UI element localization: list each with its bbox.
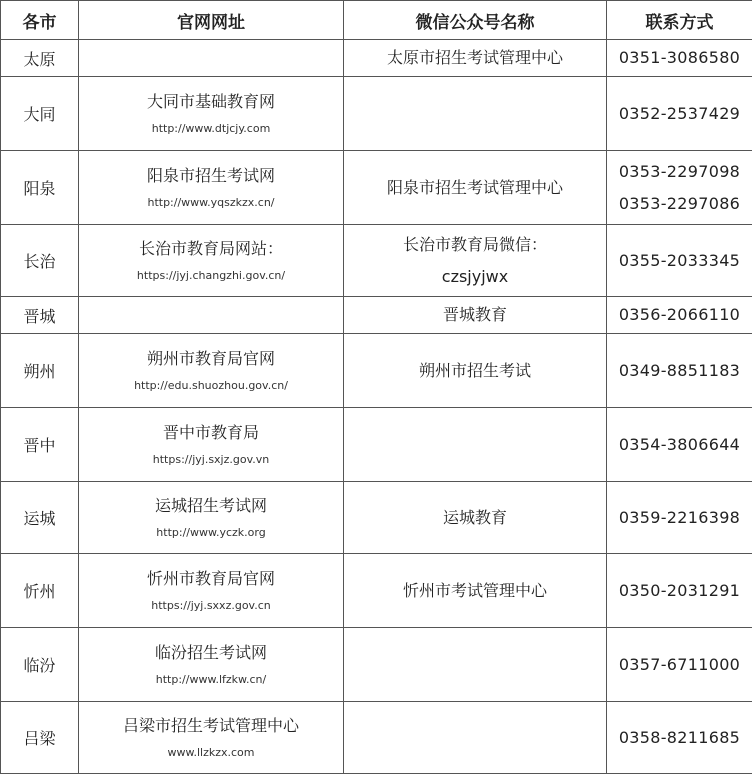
contact-cell xyxy=(607,77,752,151)
website-cell xyxy=(79,554,344,628)
contact-cell xyxy=(607,40,752,77)
header-website: 官网网址 xyxy=(79,1,344,40)
contact-cell xyxy=(607,628,752,702)
wechat-account-name: 长治市教育局微信： xyxy=(344,234,606,256)
website-url-link[interactable]: www.llzkzx.com xyxy=(79,745,343,761)
wechat-cell xyxy=(344,554,607,628)
wechat-cell xyxy=(344,702,607,774)
city-cell: 太原 xyxy=(1,40,79,77)
website-cell xyxy=(79,77,344,151)
wechat-account-name: 晋城教育 xyxy=(344,304,606,326)
wechat-cell xyxy=(344,151,607,225)
website-name: 阳泉市招生考试网 xyxy=(79,165,343,187)
website-cell xyxy=(79,482,344,554)
phone-number: 0353-2297086 xyxy=(607,193,752,215)
table-row xyxy=(1,702,752,774)
table-row xyxy=(1,40,752,77)
table-row xyxy=(1,554,752,628)
contact-cell xyxy=(607,225,752,297)
phone-number: 0352-2537429 xyxy=(607,103,752,125)
city-cell: 晋城 xyxy=(1,297,79,334)
phone-number: 0358-8211685 xyxy=(607,727,752,749)
phone-number: 0350-2031291 xyxy=(607,580,752,602)
website-cell xyxy=(79,297,344,334)
city-cell: 阳泉 xyxy=(1,151,79,225)
header-wechat: 微信公众号名称 xyxy=(344,1,607,40)
wechat-account-name: 阳泉市招生考试管理中心 xyxy=(344,177,606,199)
phone-number: 0353-2297098 xyxy=(607,161,752,183)
table-row xyxy=(1,77,752,151)
contact-cell xyxy=(607,151,752,225)
contact-cell xyxy=(607,297,752,334)
website-name: 晋中市教育局 xyxy=(79,422,343,444)
city-cell: 运城 xyxy=(1,482,79,554)
wechat-account-name: 朔州市招生考试 xyxy=(344,360,606,382)
contact-cell xyxy=(607,334,752,408)
wechat-cell xyxy=(344,408,607,482)
wechat-cell xyxy=(344,628,607,702)
website-url-link[interactable]: http://www.dtjcjy.com xyxy=(79,121,343,137)
contact-cell xyxy=(607,702,752,774)
table-row xyxy=(1,408,752,482)
website-url-link[interactable]: https://jyj.sxjz.gov.vn xyxy=(79,452,343,468)
wechat-cell xyxy=(344,77,607,151)
contact-cell xyxy=(607,554,752,628)
header-city: 各市 xyxy=(1,1,79,40)
website-cell xyxy=(79,628,344,702)
website-url-link[interactable]: http://www.lfzkw.cn/ xyxy=(79,672,343,688)
website-url-link[interactable]: http://www.yczk.org xyxy=(79,525,343,541)
contact-cell xyxy=(607,408,752,482)
table-row xyxy=(1,482,752,554)
wechat-cell xyxy=(344,297,607,334)
wechat-cell xyxy=(344,482,607,554)
website-name: 临汾招生考试网 xyxy=(79,642,343,664)
website-name: 忻州市教育局官网 xyxy=(79,568,343,590)
phone-number: 0354-3806644 xyxy=(607,434,752,456)
phone-number: 0357-6711000 xyxy=(607,654,752,676)
website-name: 长治市教育局网站： xyxy=(79,238,343,260)
website-url-link[interactable]: http://www.yqszkzx.cn/ xyxy=(79,195,343,211)
table-row xyxy=(1,628,752,702)
wechat-account-name: 运城教育 xyxy=(344,507,606,529)
website-cell xyxy=(79,225,344,297)
city-cell: 吕梁 xyxy=(1,702,79,774)
header-contact: 联系方式 xyxy=(607,1,752,40)
website-name: 朔州市教育局官网 xyxy=(79,348,343,370)
table-row xyxy=(1,334,752,408)
wechat-cell xyxy=(344,225,607,297)
city-cell: 长治 xyxy=(1,225,79,297)
table-row xyxy=(1,297,752,334)
website-url-link[interactable]: https://jyj.changzhi.gov.cn/ xyxy=(79,268,343,284)
website-cell xyxy=(79,334,344,408)
phone-number: 0355-2033345 xyxy=(607,250,752,272)
website-cell xyxy=(79,408,344,482)
website-url-link[interactable]: http://edu.shuozhou.gov.cn/ xyxy=(79,378,343,394)
table-row xyxy=(1,225,752,297)
wechat-cell xyxy=(344,334,607,408)
city-cell: 大同 xyxy=(1,77,79,151)
wechat-account-name: 太原市招生考试管理中心 xyxy=(344,47,606,69)
website-name: 吕梁市招生考试管理中心 xyxy=(79,715,343,737)
website-url-link[interactable]: https://jyj.sxxz.gov.cn xyxy=(79,598,343,614)
phone-number: 0359-2216398 xyxy=(607,507,752,529)
website-name: 大同市基础教育网 xyxy=(79,91,343,113)
phone-number: 0349-8851183 xyxy=(607,360,752,382)
city-cell: 朔州 xyxy=(1,334,79,408)
phone-number: 0356-2066110 xyxy=(607,304,752,326)
wechat-cell xyxy=(344,40,607,77)
phone-number: 0351-3086580 xyxy=(607,47,752,69)
wechat-account-id: czsjyjwx xyxy=(344,266,606,288)
header-row xyxy=(1,1,752,40)
website-cell xyxy=(79,702,344,774)
contact-cell xyxy=(607,482,752,554)
website-cell xyxy=(79,40,344,77)
wechat-account-name: 忻州市考试管理中心 xyxy=(344,580,606,602)
city-cell: 忻州 xyxy=(1,554,79,628)
website-cell xyxy=(79,151,344,225)
city-cell: 临汾 xyxy=(1,628,79,702)
table-row xyxy=(1,151,752,225)
website-name: 运城招生考试网 xyxy=(79,495,343,517)
city-cell: 晋中 xyxy=(1,408,79,482)
